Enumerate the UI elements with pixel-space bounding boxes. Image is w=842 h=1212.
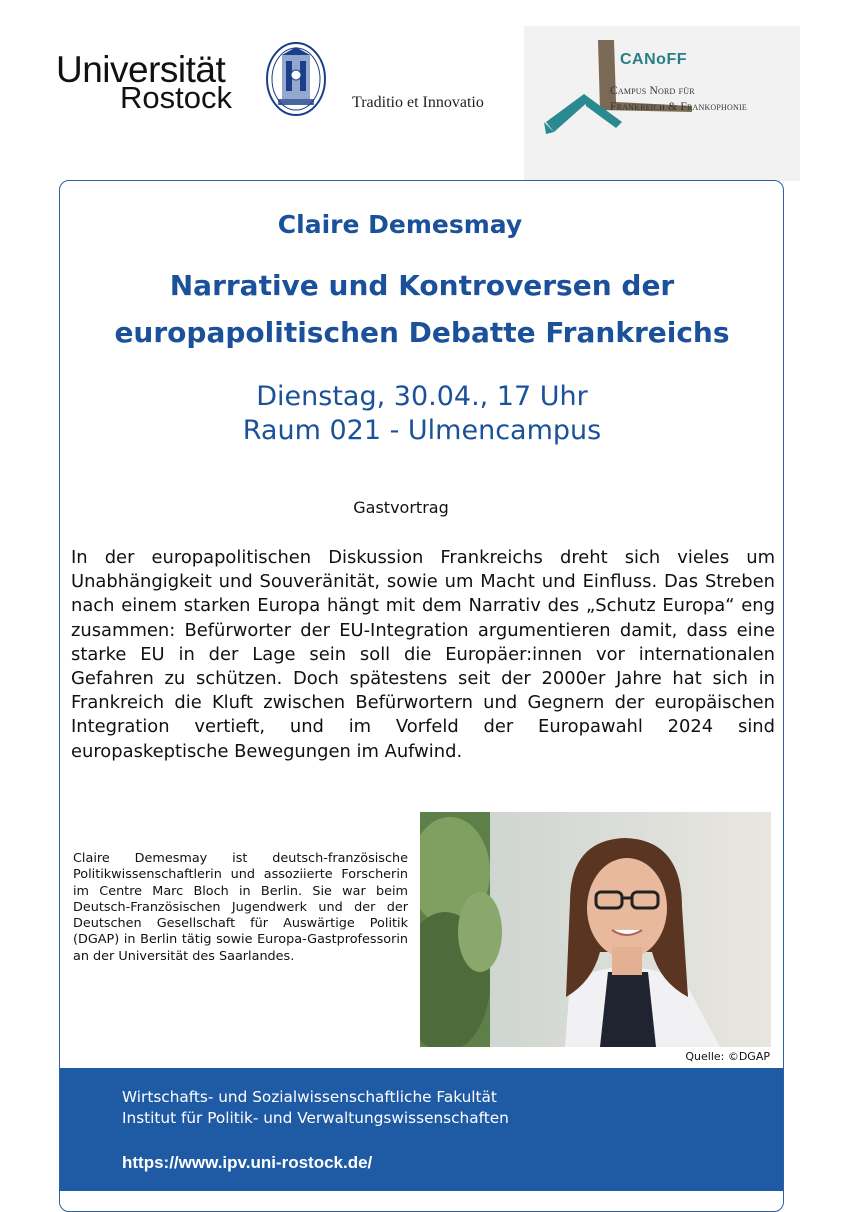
institute-name: Institut für Politik- und Verwaltungswissenschaften	[122, 1109, 509, 1127]
canoff-logo	[524, 26, 800, 181]
university-seal-icon	[264, 41, 328, 121]
university-name-line1: Universität	[56, 49, 226, 90]
speaker-name: Claire Demesmay	[277, 210, 523, 239]
university-motto: Traditio et Innovatio	[352, 94, 484, 111]
photo-credit: Quelle: ©DGAP	[685, 1050, 770, 1063]
event-location: Raum 021 - Ulmencampus	[242, 415, 602, 446]
footer-organization	[122, 1087, 509, 1129]
event-kind: Gastvortrag	[353, 498, 449, 517]
event-title-line1: Narrative und Kontroversen der	[169, 269, 675, 302]
event-title-line2: europapolitischen Debatte Frankreichs	[114, 316, 730, 349]
event-title	[62, 262, 782, 356]
speaker-portrait-icon	[420, 812, 771, 1047]
event-datetime: Dienstag, 30.04., 17 Uhr	[256, 381, 588, 412]
speaker-bio: Claire Demesmay ist deutsch-französische Politikwissenschaftlerin und assoziierte Forscherin im Centre Marc Bloch in Berlin. Sie war beim Deutsch-Französischen Jugendwerk und der der Deutschen Gesellschaft für Auswärtige Politik (DGAP) in Berlin tätig sowie Europa-Gastprofessorin an der Universität des Saarlandes.	[73, 851, 408, 964]
website-link[interactable]: https://www.ipv.uni-rostock.de/	[122, 1153, 373, 1172]
faculty-name: Wirtschafts- und Sozialwissenschaftliche Fakultät	[122, 1088, 497, 1106]
speaker-photo	[420, 812, 771, 1047]
university-logo	[56, 48, 486, 128]
canoff-subtitle-line1: Campus Nord für	[610, 85, 695, 97]
canoff-subtitle-line2: Frankreich & Frankophonie	[610, 101, 747, 113]
abstract-text: In der europapolitischen Diskussion Frankreichs dreht sich vieles um Unabhängigkeit und Souveränität, sowie um Macht und Einfluss. Das Streben nach einem starken Europa hängt mit dem Narrativ des „Schutz Europa“ eng zusammen: Befürworter der EU-Integration argumentieren damit, dass eine starke EU in der Lage sein soll die Europäer:innen vor internationalen Gefahren zu schützen. Doch spätestens seit der 2000er Jahre hat sich in Frankreich die Kluft zwischen Befürwortern und Gegnern der europäischen Integration vertieft, und im Vorfeld der Europawahl 2024 sind europaskeptische Bewegungen im Aufwind.	[71, 547, 775, 762]
event-details	[62, 380, 782, 448]
canoff-acronym: CANoFF	[620, 51, 687, 68]
university-name-line2: Rostock	[120, 80, 232, 115]
canoff-subtitle	[610, 83, 800, 115]
